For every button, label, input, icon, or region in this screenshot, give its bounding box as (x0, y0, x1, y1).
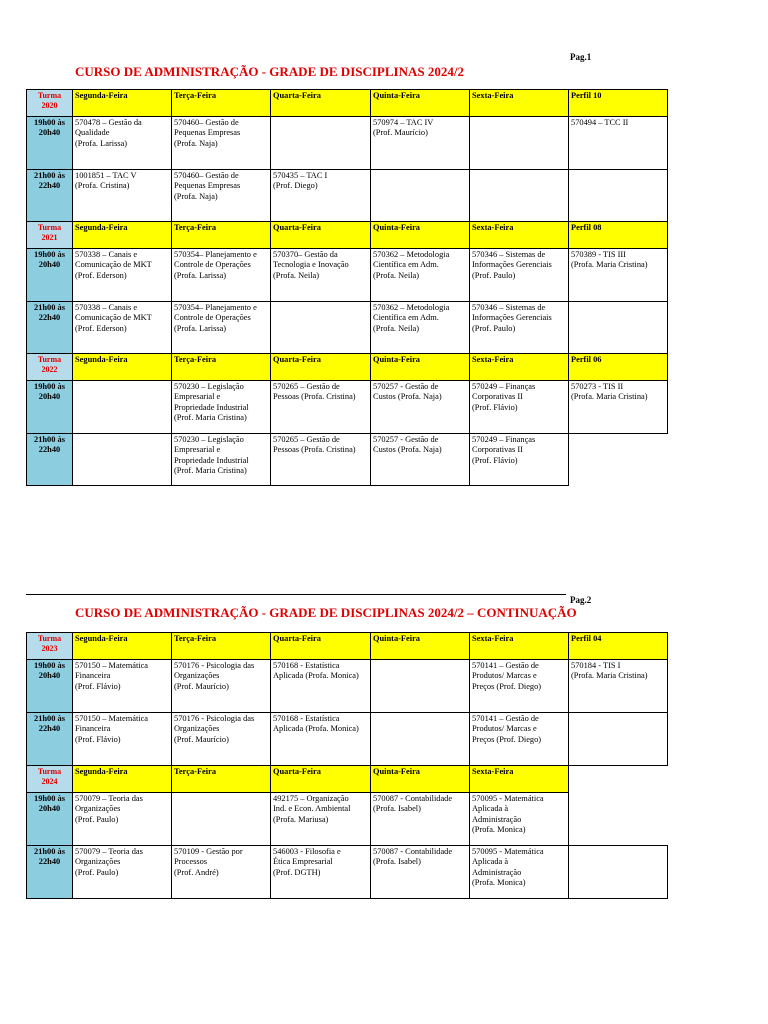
header-row (27, 354, 668, 381)
time-slot: 19h00 às 20h40 (27, 117, 73, 170)
table-row (27, 713, 668, 766)
perfil-header: Perfil 10 (569, 90, 668, 117)
course-cell (73, 381, 172, 434)
header-row (27, 90, 668, 117)
course-cell: 570338 – Canais e Comunicação de MKT (Prof. Ederson) (73, 249, 172, 302)
course-cell: 570460– Gestão de Pequenas Empresas (Profa. Naja) (172, 170, 271, 222)
header-row (27, 633, 668, 660)
time-slot: 21h00 às 22h40 (27, 302, 73, 354)
day-header: Segunda-Feira (73, 354, 172, 381)
course-cell (371, 170, 470, 222)
course-cell: 570460– Gestão de Pequenas Empresas (Profa. Naja) (172, 117, 271, 170)
table-row (27, 793, 668, 846)
turma-label: Turma 2021 (27, 222, 73, 249)
day-header: Quarta-Feira (271, 766, 371, 793)
day-header: Sexta-Feira (470, 633, 569, 660)
course-cell: 570168 - Estatística Aplicada (Profa. Monica) (271, 713, 371, 766)
course-cell (569, 846, 668, 899)
course-cell: 570257 - Gestão de Custos (Profa. Naja) (371, 434, 470, 486)
course-cell: 570338 – Canais e Comunicação de MKT (Prof. Ederson) (73, 302, 172, 354)
course-cell: 570478 – Gestão da Qualidade (Profa. Larissa) (73, 117, 172, 170)
day-header: Quarta-Feira (271, 354, 371, 381)
course-cell: 570079 – Teoria das Organizações (Prof. Paulo) (73, 846, 172, 899)
table-row (27, 381, 668, 434)
course-cell (371, 713, 470, 766)
table-row (27, 170, 668, 222)
time-slot: 19h00 às 20h40 (27, 249, 73, 302)
course-cell: 570168 - Estatística Aplicada (Profa. Monica) (271, 660, 371, 713)
perfil-header: Perfil 04 (569, 633, 668, 660)
course-cell (470, 117, 569, 170)
course-cell: 570249 – Finanças Corporativas II (Prof. Flávio) (470, 381, 569, 434)
time-slot: 21h00 às 22h40 (27, 846, 73, 899)
table-row (27, 660, 668, 713)
course-cell: 570230 – Legislação Empresarial e Propriedade Industrial (Prof. Maria Cristina) (172, 381, 271, 434)
day-header: Sexta-Feira (470, 766, 569, 793)
day-header: Sexta-Feira (470, 222, 569, 249)
course-cell: 570141 – Gestão de Produtos/ Marcas e Preços (Prof. Diego) (470, 660, 569, 713)
day-header: Quinta-Feira (371, 633, 470, 660)
page-title: CURSO DE ADMINISTRAÇÃO - GRADE DE DISCIPLINAS 2024/2 (75, 64, 464, 79)
course-cell: 570176 - Psicologia das Organizações (Prof. Maurício) (172, 660, 271, 713)
day-header: Segunda-Feira (73, 222, 172, 249)
course-cell: 570150 – Matemática Financeira (Prof. Flávio) (73, 660, 172, 713)
perfil-header: Perfil 06 (569, 354, 668, 381)
course-cell: 570249 – Finanças Corporativas II (Prof. Flávio) (470, 434, 569, 486)
course-cell: 570150 – Matemática Financeira (Prof. Flávio) (73, 713, 172, 766)
course-cell (172, 793, 271, 846)
day-header: Segunda-Feira (73, 90, 172, 117)
day-header: Quinta-Feira (371, 354, 470, 381)
page-label: Pag.2 (570, 595, 592, 605)
course-cell (271, 117, 371, 170)
schedule-table-page-1 (26, 89, 668, 486)
course-cell (569, 302, 668, 354)
schedule-table-page-2 (26, 632, 668, 899)
course-cell: 570435 – TAC I (Prof. Diego) (271, 170, 371, 222)
course-cell: 570974 – TAC IV (Prof. Maurício) (371, 117, 470, 170)
table-row (27, 846, 668, 899)
turma-label: Turma 2023 (27, 633, 73, 660)
course-cell: 570362 – Metodologia Científica em Adm. (Profa. Neila) (371, 249, 470, 302)
day-header: Terça-Feira (172, 354, 271, 381)
table-row (27, 117, 668, 170)
course-cell: 570265 – Gestão de Pessoas (Profa. Cristina) (271, 381, 371, 434)
time-slot: 21h00 às 22h40 (27, 170, 73, 222)
course-cell: 570354– Planejamento e Controle de Operações (Profa. Larissa) (172, 249, 271, 302)
course-cell: 570494 – TCC II (569, 117, 668, 170)
course-cell: 570184 - TIS I (Profa. Maria Cristina) (569, 660, 668, 713)
course-cell: 570087 - Contabilidade (Profa. Isabel) (371, 846, 470, 899)
course-cell: 570362 – Metodologia Científica em Adm. (Profa. Neila) (371, 302, 470, 354)
empty-cell (569, 766, 668, 793)
header-row (27, 766, 668, 793)
day-header: Segunda-Feira (73, 766, 172, 793)
day-header: Quinta-Feira (371, 766, 470, 793)
course-cell: 570389 - TIS III (Profa. Maria Cristina) (569, 249, 668, 302)
course-cell: 570087 - Contabilidade (Profa. Isabel) (371, 793, 470, 846)
header-row (27, 222, 668, 249)
day-header: Quinta-Feira (371, 90, 470, 117)
course-cell (271, 302, 371, 354)
day-header: Quarta-Feira (271, 633, 371, 660)
course-cell: 570095 - Matemática Aplicada à Administração (Profa. Monica) (470, 846, 569, 899)
table-row (27, 434, 668, 486)
table-row (27, 302, 668, 354)
time-slot: 19h00 às 20h40 (27, 381, 73, 434)
day-header: Terça-Feira (172, 633, 271, 660)
day-header: Quinta-Feira (371, 222, 470, 249)
turma-label: Turma 2022 (27, 354, 73, 381)
course-cell (569, 170, 668, 222)
course-cell: 570354– Planejamento e Controle de Operações (Profa. Larissa) (172, 302, 271, 354)
day-header: Terça-Feira (172, 222, 271, 249)
course-cell: 570346 – Sistemas de Informações Gerenciais (Prof. Paulo) (470, 249, 569, 302)
course-cell: 492175 – Organização Ind. e Econ. Ambiental (Profa. Mariusa) (271, 793, 371, 846)
empty-cell (569, 434, 668, 486)
course-cell: 570095 - Matemática Aplicada à Administração (Profa. Monica) (470, 793, 569, 846)
day-header: Terça-Feira (172, 766, 271, 793)
course-cell: 570230 – Legislação Empresarial e Propriedade Industrial (Prof. Maria Cristina) (172, 434, 271, 486)
time-slot: 19h00 às 20h40 (27, 793, 73, 846)
page-divider (26, 594, 566, 595)
day-header: Sexta-Feira (470, 354, 569, 381)
course-cell: 570176 - Psicologia das Organizações (Prof. Maurício) (172, 713, 271, 766)
course-cell: 570265 – Gestão de Pessoas (Profa. Cristina) (271, 434, 371, 486)
perfil-header: Perfil 08 (569, 222, 668, 249)
empty-cell (569, 793, 668, 846)
page-title: CURSO DE ADMINISTRAÇÃO - GRADE DE DISCIPLINAS 2024/2 – CONTINUAÇÃO (75, 605, 577, 620)
time-slot: 21h00 às 22h40 (27, 434, 73, 486)
turma-label: Turma 2020 (27, 90, 73, 117)
course-cell: 570273 - TIS II (Profa. Maria Cristina) (569, 381, 668, 434)
turma-label: Turma 2024 (27, 766, 73, 793)
course-cell: 570141 – Gestão de Produtos/ Marcas e Preços (Prof. Diego) (470, 713, 569, 766)
course-cell: 570079 – Teoria das Organizações (Prof. Paulo) (73, 793, 172, 846)
time-slot: 21h00 às 22h40 (27, 713, 73, 766)
course-cell (569, 713, 668, 766)
day-header: Quarta-Feira (271, 222, 371, 249)
course-cell (371, 660, 470, 713)
course-cell (73, 434, 172, 486)
course-cell: 570370– Gestão da Tecnologia e Inovação (Profa. Neila) (271, 249, 371, 302)
course-cell: 570346 – Sistemas de Informações Gerenciais (Prof. Paulo) (470, 302, 569, 354)
course-cell: 570257 - Gestão de Custos (Profa. Naja) (371, 381, 470, 434)
course-cell (470, 170, 569, 222)
course-cell: 546003 - Filosofia e Ética Empresarial (Prof. DGTH) (271, 846, 371, 899)
course-cell: 570109 - Gestão por Processos (Prof. André) (172, 846, 271, 899)
page-label: Pag.1 (570, 52, 592, 62)
course-cell: 1001851 – TAC V (Profa. Cristina) (73, 170, 172, 222)
day-header: Sexta-Feira (470, 90, 569, 117)
day-header: Terça-Feira (172, 90, 271, 117)
day-header: Quarta-Feira (271, 90, 371, 117)
time-slot: 19h00 às 20h40 (27, 660, 73, 713)
day-header: Segunda-Feira (73, 633, 172, 660)
table-row (27, 249, 668, 302)
